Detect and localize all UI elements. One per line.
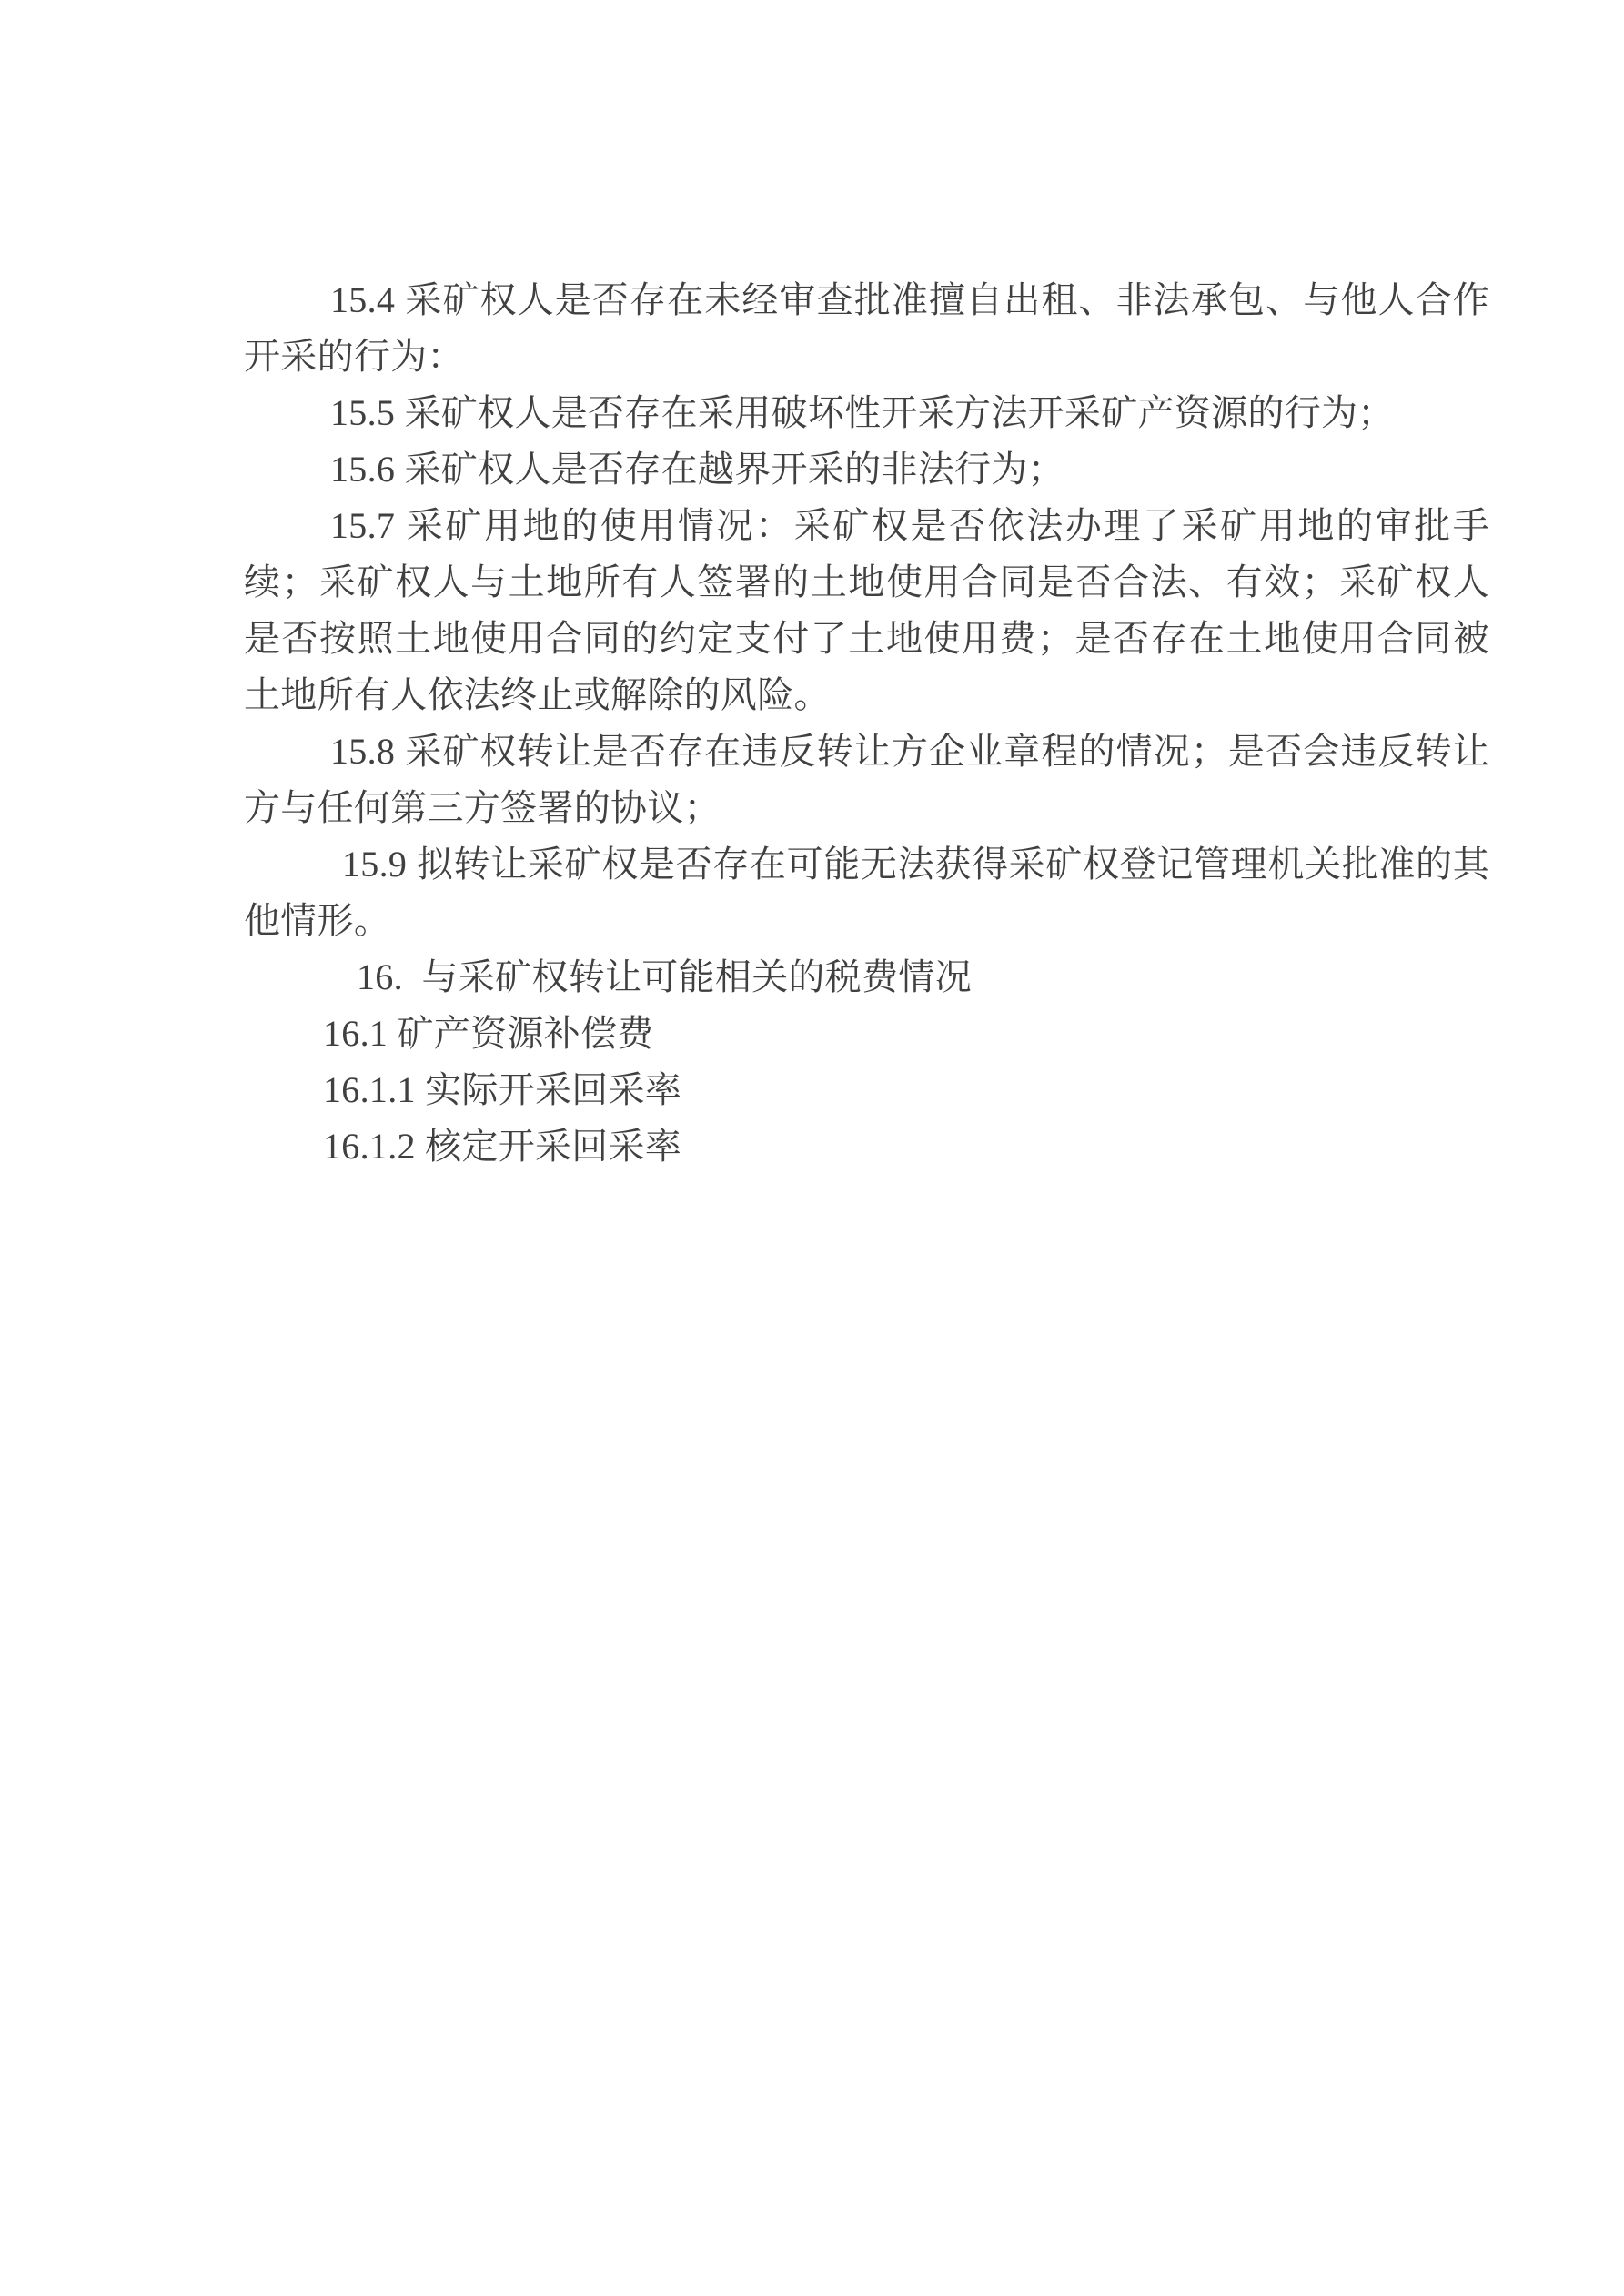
clause-16-1: 16.1 矿产资源补偿费 (323, 1013, 654, 1054)
clause-15-5: 15.5 采矿权人是否存在采用破坏性开采方法开采矿产资源的行为； (330, 392, 1395, 433)
clause-15-7: 15.7 采矿用地的使用情况：采矿权是否依法办理了采矿用地的审批手续；采矿权人与土地所有人签署的土地使用合同是否合法、有效；采矿权人是否按照土地使用合同的约定支付了土地使用费；是否存在土地使用合同被土地所有人依法终止或解除的风险。 (244, 505, 1489, 715)
heading-16: 16. 与采矿权转让可能相关的税费情况 (357, 956, 972, 997)
clause-15-9: 15.9 拟转让采矿权是否存在可能无法获得采矿权登记管理机关批准的其他情形。 (244, 844, 1489, 941)
clause-15-4: 15.4 采矿权人是否存在未经审查批准擅自出租、非法承包、与他人合作开采的行为： (244, 279, 1489, 377)
clause-16-1-2: 16.1.2 核定开采回采率 (323, 1126, 682, 1167)
clause-15-6: 15.6 采矿权人是否存在越界开采的非法行为； (330, 449, 1064, 490)
clause-15-8: 15.8 采矿权转让是否存在违反转让方企业章程的情况；是否会违反转让方与任何第三方签署的协议； (244, 731, 1489, 828)
clause-16-1-1: 16.1.1 实际开采回采率 (323, 1069, 682, 1110)
